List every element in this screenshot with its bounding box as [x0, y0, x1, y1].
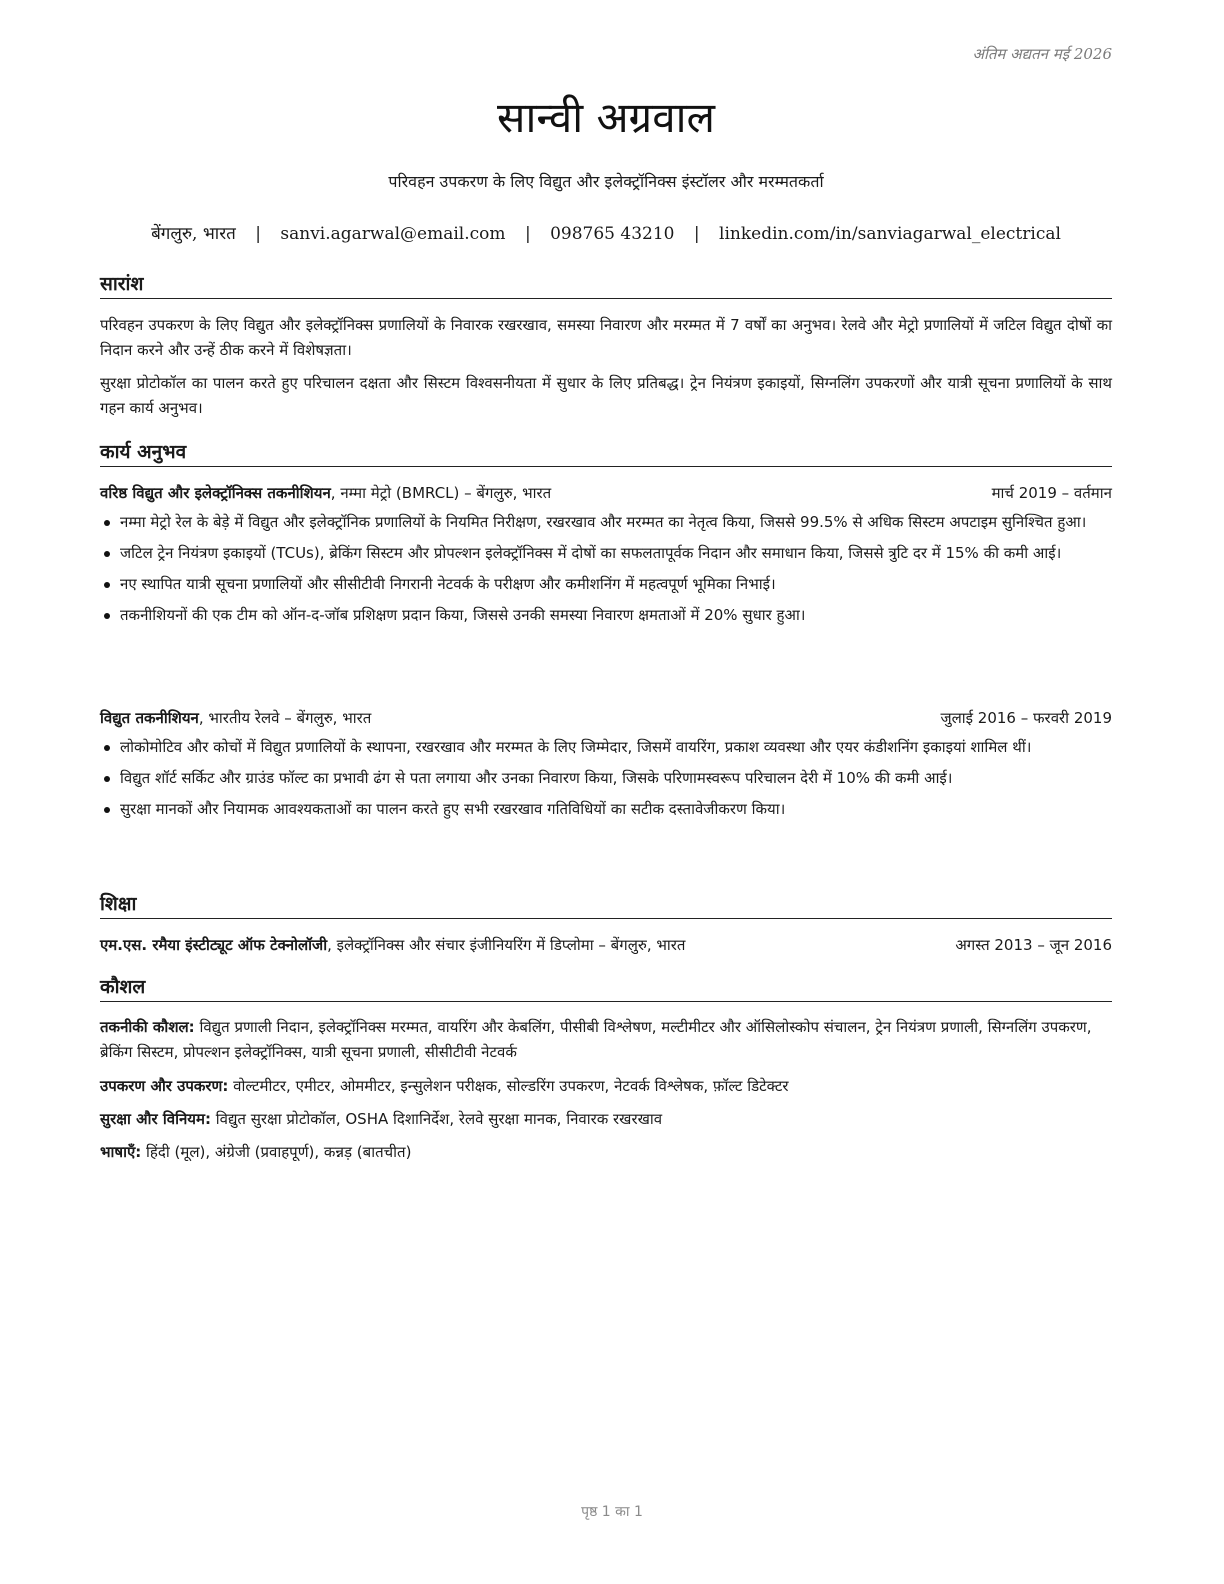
- skill-line: [100, 1015, 1112, 1065]
- skill-label: तकनीकी कौशल:: [100, 1018, 195, 1036]
- job-bullet: लोकोमोटिव और कोचों में विद्युत प्रणालियों के स्थापना, रखरखाव और मरम्मत के लिए जिम्मेदार, जिसमें वायरिंग, प्रकाश व्यवस्था और एयर कंडीशनिंग इकाइयां शामिल थीं।: [100, 735, 1112, 760]
- contact-separator: |: [693, 224, 700, 244]
- job-role: वरिष्ठ विद्युत और इलेक्ट्रॉनिक्स तकनीशियन: [100, 484, 331, 502]
- skill-value: विद्युत प्रणाली निदान, इलेक्ट्रॉनिक्स मरम्मत, वायरिंग और केबलिंग, पीसीबी विश्लेषण, मल्टीमीटर और ऑसिलोस्कोप संचालन, ट्रेन नियंत्रण प्रणाली, सिग्नलिंग उपकरण, ब्रेकिंग सिस्टम, प्रोपल्शन इलेक्ट्रॉनिक्स, यात्री सूचना प्रणाली, सीसीटीवी नेटवर्क: [100, 1018, 1092, 1061]
- job-organization: , भारतीय रेलवे – बेंगलुरु, भारत: [198, 709, 372, 727]
- skill-line: [100, 1107, 1112, 1132]
- skill-value: वोल्टमीटर, एमीटर, ओममीटर, इन्सुलेशन परीक्षक, सोल्डरिंग उपकरण, नेटवर्क विश्लेषक, फ़ॉल्ट डिटेक्टर: [228, 1077, 789, 1095]
- skill-line: [100, 1140, 1112, 1165]
- section-title-experience: कार्य अनुभव: [100, 438, 1112, 467]
- contact-linkedin[interactable]: linkedin.com/in/sanviagarwal_electrical: [719, 224, 1061, 244]
- contact-separator: |: [524, 224, 531, 244]
- summary-paragraph: परिवहन उपकरण के लिए विद्युत और इलेक्ट्रॉनिक्स प्रणालियों के निवारक रखरखाव, समस्या निवारण और मरम्मत में 7 वर्षों का अनुभव। रेलवे और मेट्रो प्रणालियों में जटिल विद्युत दोषों का निदान करने और उन्हें ठीक करने में विशेषज्ञता।: [100, 316, 1112, 359]
- section-title-summary: सारांश: [100, 270, 1112, 299]
- page-number: पृष्ठ 1 का 1: [581, 1504, 643, 1520]
- education-entry: [100, 934, 1112, 956]
- contact-phone: 098765 43210: [550, 224, 675, 244]
- job-organization: , नम्मा मेट्रो (BMRCL) – बेंगलुरु, भारत: [330, 484, 552, 502]
- job-header: [100, 482, 1112, 504]
- skill-value: हिंदी (मूल), अंग्रेजी (प्रवाहपूर्ण), कन्नड़ (बातचीत): [141, 1143, 412, 1161]
- skill-line: [100, 1074, 1112, 1099]
- summary-paragraph: सुरक्षा प्रोटोकॉल का पालन करते हुए परिचालन दक्षता और सिस्टम विश्वसनीयता में सुधार के लिए प्रतिबद्ध। ट्रेन नियंत्रण इकाइयों, सिग्नलिंग उपकरणों और यात्री सूचना प्रणालियों के साथ गहन कार्य अनुभव।: [100, 374, 1112, 417]
- skill-label: उपकरण और उपकरण:: [100, 1077, 229, 1095]
- education-detail: , इलेक्ट्रॉनिक्स और संचार इंजीनियरिंग में डिप्लोमा – बेंगलुरु, भारत: [327, 936, 686, 954]
- job-bullet: जटिल ट्रेन नियंत्रण इकाइयों (TCUs), ब्रेकिंग सिस्टम और प्रोपल्शन इलेक्ट्रॉनिक्स में दोषों का सफलतापूर्वक निदान और समाधान किया, जिससे त्रुटि दर में 15% की कमी आई।: [100, 541, 1112, 566]
- skill-label: सुरक्षा और विनियम:: [100, 1110, 211, 1128]
- job-bullets: [100, 735, 1112, 828]
- skill-label: भाषाएँ:: [100, 1143, 142, 1161]
- skill-value: विद्युत सुरक्षा प्रोटोकॉल, OSHA दिशानिर्देश, रेलवे सुरक्षा मानक, निवारक रखरखाव: [210, 1110, 663, 1128]
- contact-email[interactable]: sanvi.agarwal@email.com: [280, 224, 506, 244]
- contact-separator: |: [255, 224, 261, 244]
- job-role: विद्युत तकनीशियन: [100, 709, 199, 727]
- candidate-headline: परिवहन उपकरण के लिए विद्युत और इलेक्ट्रॉनिक्स इंस्टॉलर और मरम्मतकर्ता: [388, 172, 824, 191]
- job-dates: जुलाई 2016 – फरवरी 2019: [940, 709, 1112, 727]
- education-dates: अगस्त 2013 – जून 2016: [955, 936, 1112, 954]
- section-title-education: शिक्षा: [100, 890, 1112, 919]
- contact-location: बेंगलुरु, भारत: [151, 224, 236, 244]
- job-bullet: विद्युत शॉर्ट सर्किट और ग्राउंड फॉल्ट का प्रभावी ढंग से पता लगाया और उनका निवारण किया, जिसके परिणामस्वरूप परिचालन देरी में 10% की कमी आई।: [100, 766, 1112, 791]
- job-bullet: सुरक्षा मानकों और नियामक आवश्यकताओं का पालन करते हुए सभी रखरखाव गतिविधियों का सटीक दस्तावेजीकरण किया।: [100, 797, 1112, 822]
- section-title-skills: कौशल: [100, 973, 1112, 1002]
- last-updated-note: अंतिम अद्यतन मई 2026: [972, 45, 1112, 63]
- education-institution: एम.एस. रमैया इंस्टीट्यूट ऑफ टेक्नोलॉजी: [100, 936, 328, 954]
- job-bullet: तकनीशियनों की एक टीम को ऑन-द-जॉब प्रशिक्षण प्रदान किया, जिससे उनकी समस्या निवारण क्षमताओं में 20% सुधार हुआ।: [100, 603, 1112, 628]
- contact-line: [100, 221, 1112, 244]
- job-header: [100, 707, 1112, 729]
- candidate-name: सान्वी अग्रवाल: [497, 93, 715, 142]
- job-bullet: नए स्थापित यात्री सूचना प्रणालियों और सीसीटीवी निगरानी नेटवर्क के परीक्षण और कमीशनिंग में महत्वपूर्ण भूमिका निभाई।: [100, 572, 1112, 597]
- job-bullets: [100, 510, 1112, 634]
- job-dates: मार्च 2019 – वर्तमान: [991, 484, 1112, 502]
- job-bullet: नम्मा मेट्रो रेल के बेड़े में विद्युत और इलेक्ट्रॉनिक प्रणालियों के नियमित निरीक्षण, रखरखाव और मरम्मत का नेतृत्व किया, जिससे 99.5% से अधिक सिस्टम अपटाइम सुनिश्चित हुआ।: [100, 510, 1112, 535]
